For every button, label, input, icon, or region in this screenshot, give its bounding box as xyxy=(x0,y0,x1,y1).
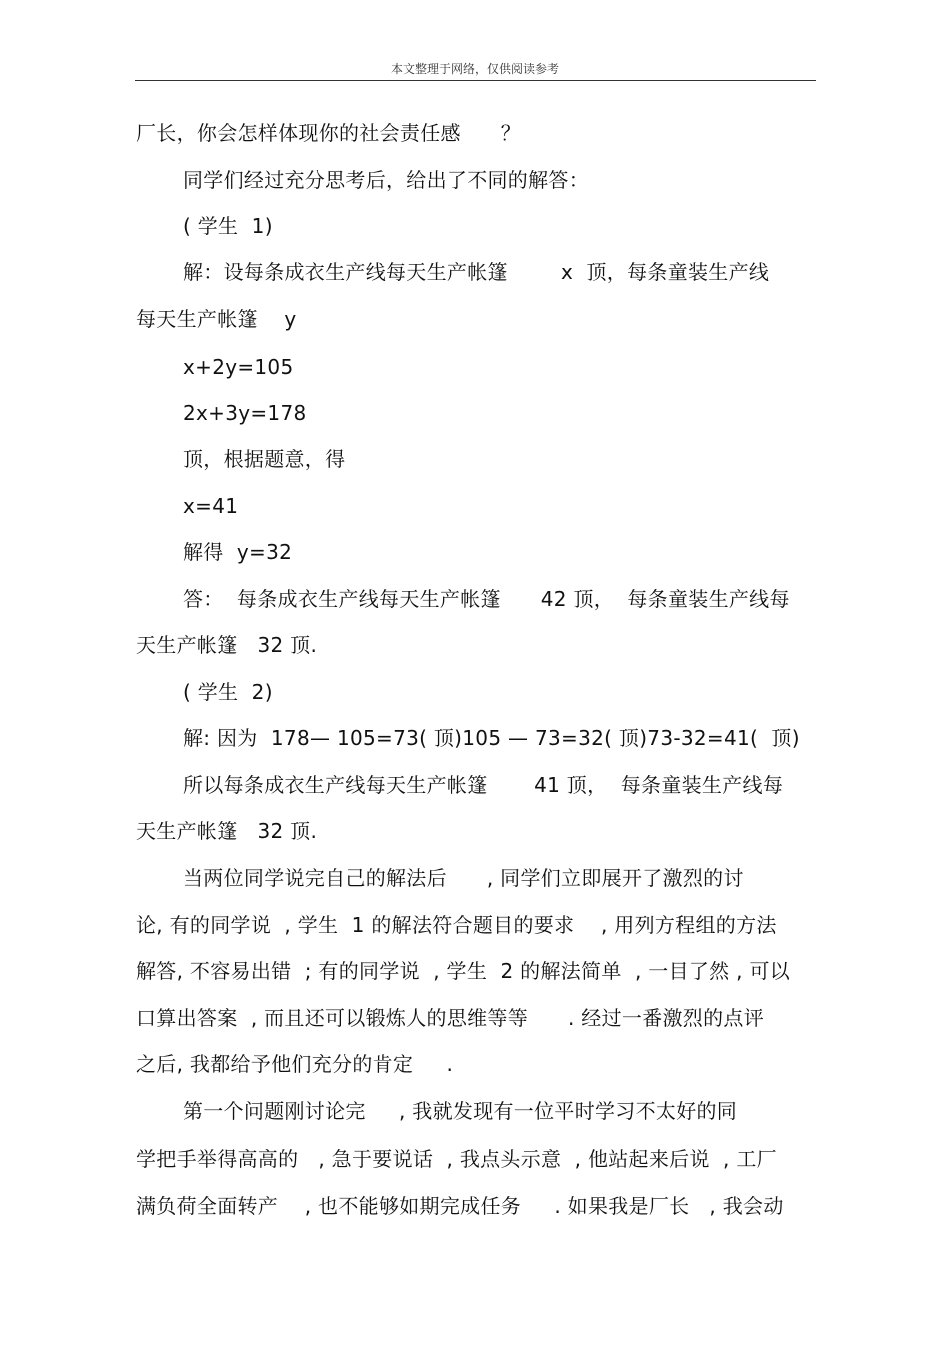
body-line-6: x+2y=105 xyxy=(183,355,294,379)
body-line-5: 每天生产帐篷 y xyxy=(136,307,297,331)
body-line-10: 解得 y=32 xyxy=(183,540,293,564)
header-note: 本文整理于网络，仅供阅读参考 xyxy=(390,62,559,76)
body-line-3: ( 学生 1) xyxy=(183,214,273,238)
body-line-15: 所以每条成衣生产线每天生产帐篷 41 顶， 每条童装生产线每 xyxy=(183,773,784,797)
body-line-16: 天生产帐篷 32 顶. xyxy=(136,819,318,843)
body-line-8: 顶，根据题意，得 xyxy=(183,447,346,471)
body-line-14: 解: 因为 178— 105=73( 顶)105 — 73=32( 顶)73-32=41( 顶) xyxy=(183,726,800,750)
body-line-7: 2x+3y=178 xyxy=(183,401,307,425)
body-line-23: 学把手举得高高的 , 急于要说话 , 我点头示意 , 他站起来后说 , 工厂 xyxy=(136,1147,777,1171)
body-line-24: 满负荷全面转产 , 也不能够如期完成任务 . 如果我是厂长 , 我会动 xyxy=(136,1194,784,1218)
body-line-17: 当两位同学说完自己的解法后 , 同学们立即展开了激烈的讨 xyxy=(183,866,744,890)
body-line-21: 之后, 我都给予他们充分的肯定 . xyxy=(136,1052,454,1076)
body-line-9: x=41 xyxy=(183,494,239,518)
header-divider xyxy=(135,80,816,81)
body-line-20: 口算出答案 , 而且还可以锻炼人的思维等等 . 经过一番激烈的点评 xyxy=(136,1006,764,1030)
body-line-11: 答： 每条成衣生产线每天生产帐篷 42 顶， 每条童装生产线每 xyxy=(183,587,790,611)
body-line-2: 同学们经过充分思考后，给出了不同的解答： xyxy=(183,168,589,192)
body-line-22: 第一个问题刚讨论完 , 我就发现有一位平时学习不太好的同 xyxy=(183,1099,738,1123)
body-line-18: 论, 有的同学说 , 学生 1 的解法符合题目的要求 , 用列方程组的方法 xyxy=(136,913,777,937)
body-line-1: 厂长，你会怎样体现你的社会责任感 ？ xyxy=(136,121,522,145)
body-line-12: 天生产帐篷 32 顶. xyxy=(136,633,318,657)
body-line-13: ( 学生 2) xyxy=(183,680,273,704)
body-line-19: 解答, 不容易出错 ; 有的同学说 , 学生 2 的解法简单 , 一目了然 , 可以 xyxy=(136,959,791,983)
body-line-4: 解：设每条成衣生产线每天生产帐篷 x 顶，每条童装生产线 xyxy=(183,260,770,284)
